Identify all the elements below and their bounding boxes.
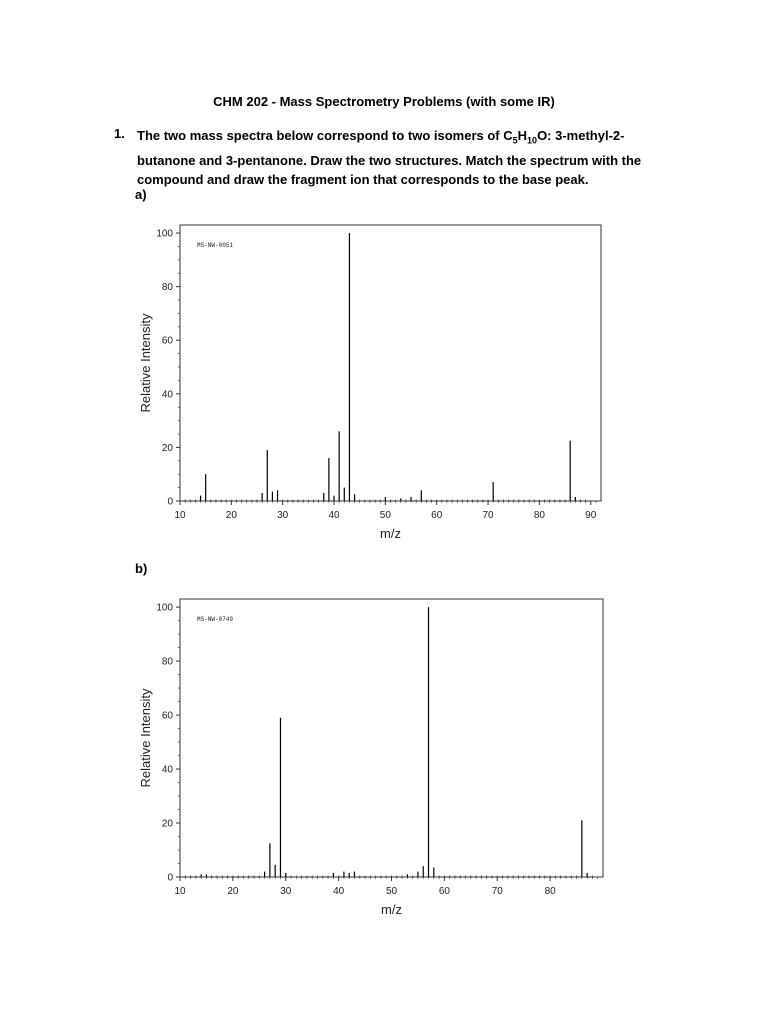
- x-tick-label: 20: [227, 886, 239, 897]
- x-tick-label: 60: [438, 886, 450, 897]
- x-tick-label: 30: [277, 510, 289, 521]
- y-tick-label: 20: [161, 442, 173, 454]
- plot-frame: [180, 599, 603, 877]
- y-tick-label: 60: [161, 710, 173, 722]
- x-tick-label: 40: [328, 510, 340, 521]
- formula-subscript-hydrogen: 10: [527, 135, 538, 146]
- y-tick-label: 0: [167, 496, 173, 508]
- y-tick-label: 80: [161, 656, 173, 668]
- x-tick-label: 30: [280, 886, 292, 897]
- x-tick-label: 10: [174, 510, 186, 521]
- spectrum-id-label: MS-NW-0051: [197, 242, 234, 249]
- x-tick-label: 80: [544, 886, 556, 897]
- document-title: CHM 202 - Mass Spectrometry Problems (with some IR): [213, 94, 555, 109]
- x-tick-label: 40: [333, 886, 345, 897]
- y-tick-label: 40: [161, 389, 173, 401]
- y-tick-label: 80: [161, 282, 173, 294]
- y-tick-label: 20: [161, 818, 173, 830]
- x-tick-label: 80: [533, 510, 545, 521]
- y-axis-label: Relative Intensity: [138, 313, 153, 413]
- x-axis-label: m/z: [380, 526, 401, 541]
- x-tick-label: 70: [491, 886, 503, 897]
- question-text-end: O: 3-methyl-2-butanone and 3-pentanone. Draw the two structures. Match the spectrum with the compound and draw the fragment ion that corresponds to the base peak.: [137, 128, 642, 187]
- x-tick-label: 90: [585, 510, 597, 521]
- x-axis-label: m/z: [381, 902, 402, 917]
- x-tick-label: 60: [431, 510, 443, 521]
- x-tick-label: 10: [174, 886, 186, 897]
- x-tick-label: 20: [225, 510, 237, 521]
- part-b-label: b): [135, 561, 148, 576]
- part-a-label: a): [135, 187, 147, 202]
- question-number: 1.: [114, 126, 125, 141]
- y-tick-label: 100: [156, 602, 173, 614]
- x-tick-label: 50: [385, 886, 398, 897]
- x-tick-label: 70: [482, 510, 494, 521]
- y-tick-label: 100: [156, 228, 173, 240]
- y-tick-label: 40: [161, 764, 173, 776]
- question-text-start: The two mass spectra below correspond to two isomers of C: [137, 128, 513, 143]
- spectrum-id-label: MS-NW-0749: [197, 616, 234, 623]
- formula-hydrogen: H: [517, 128, 528, 143]
- y-tick-label: 0: [167, 872, 173, 884]
- x-tick-label: 50: [379, 510, 391, 521]
- formula-subscript-carbon: 5: [512, 135, 518, 146]
- y-axis-label: Relative Intensity: [138, 688, 153, 788]
- y-tick-label: 60: [161, 335, 173, 347]
